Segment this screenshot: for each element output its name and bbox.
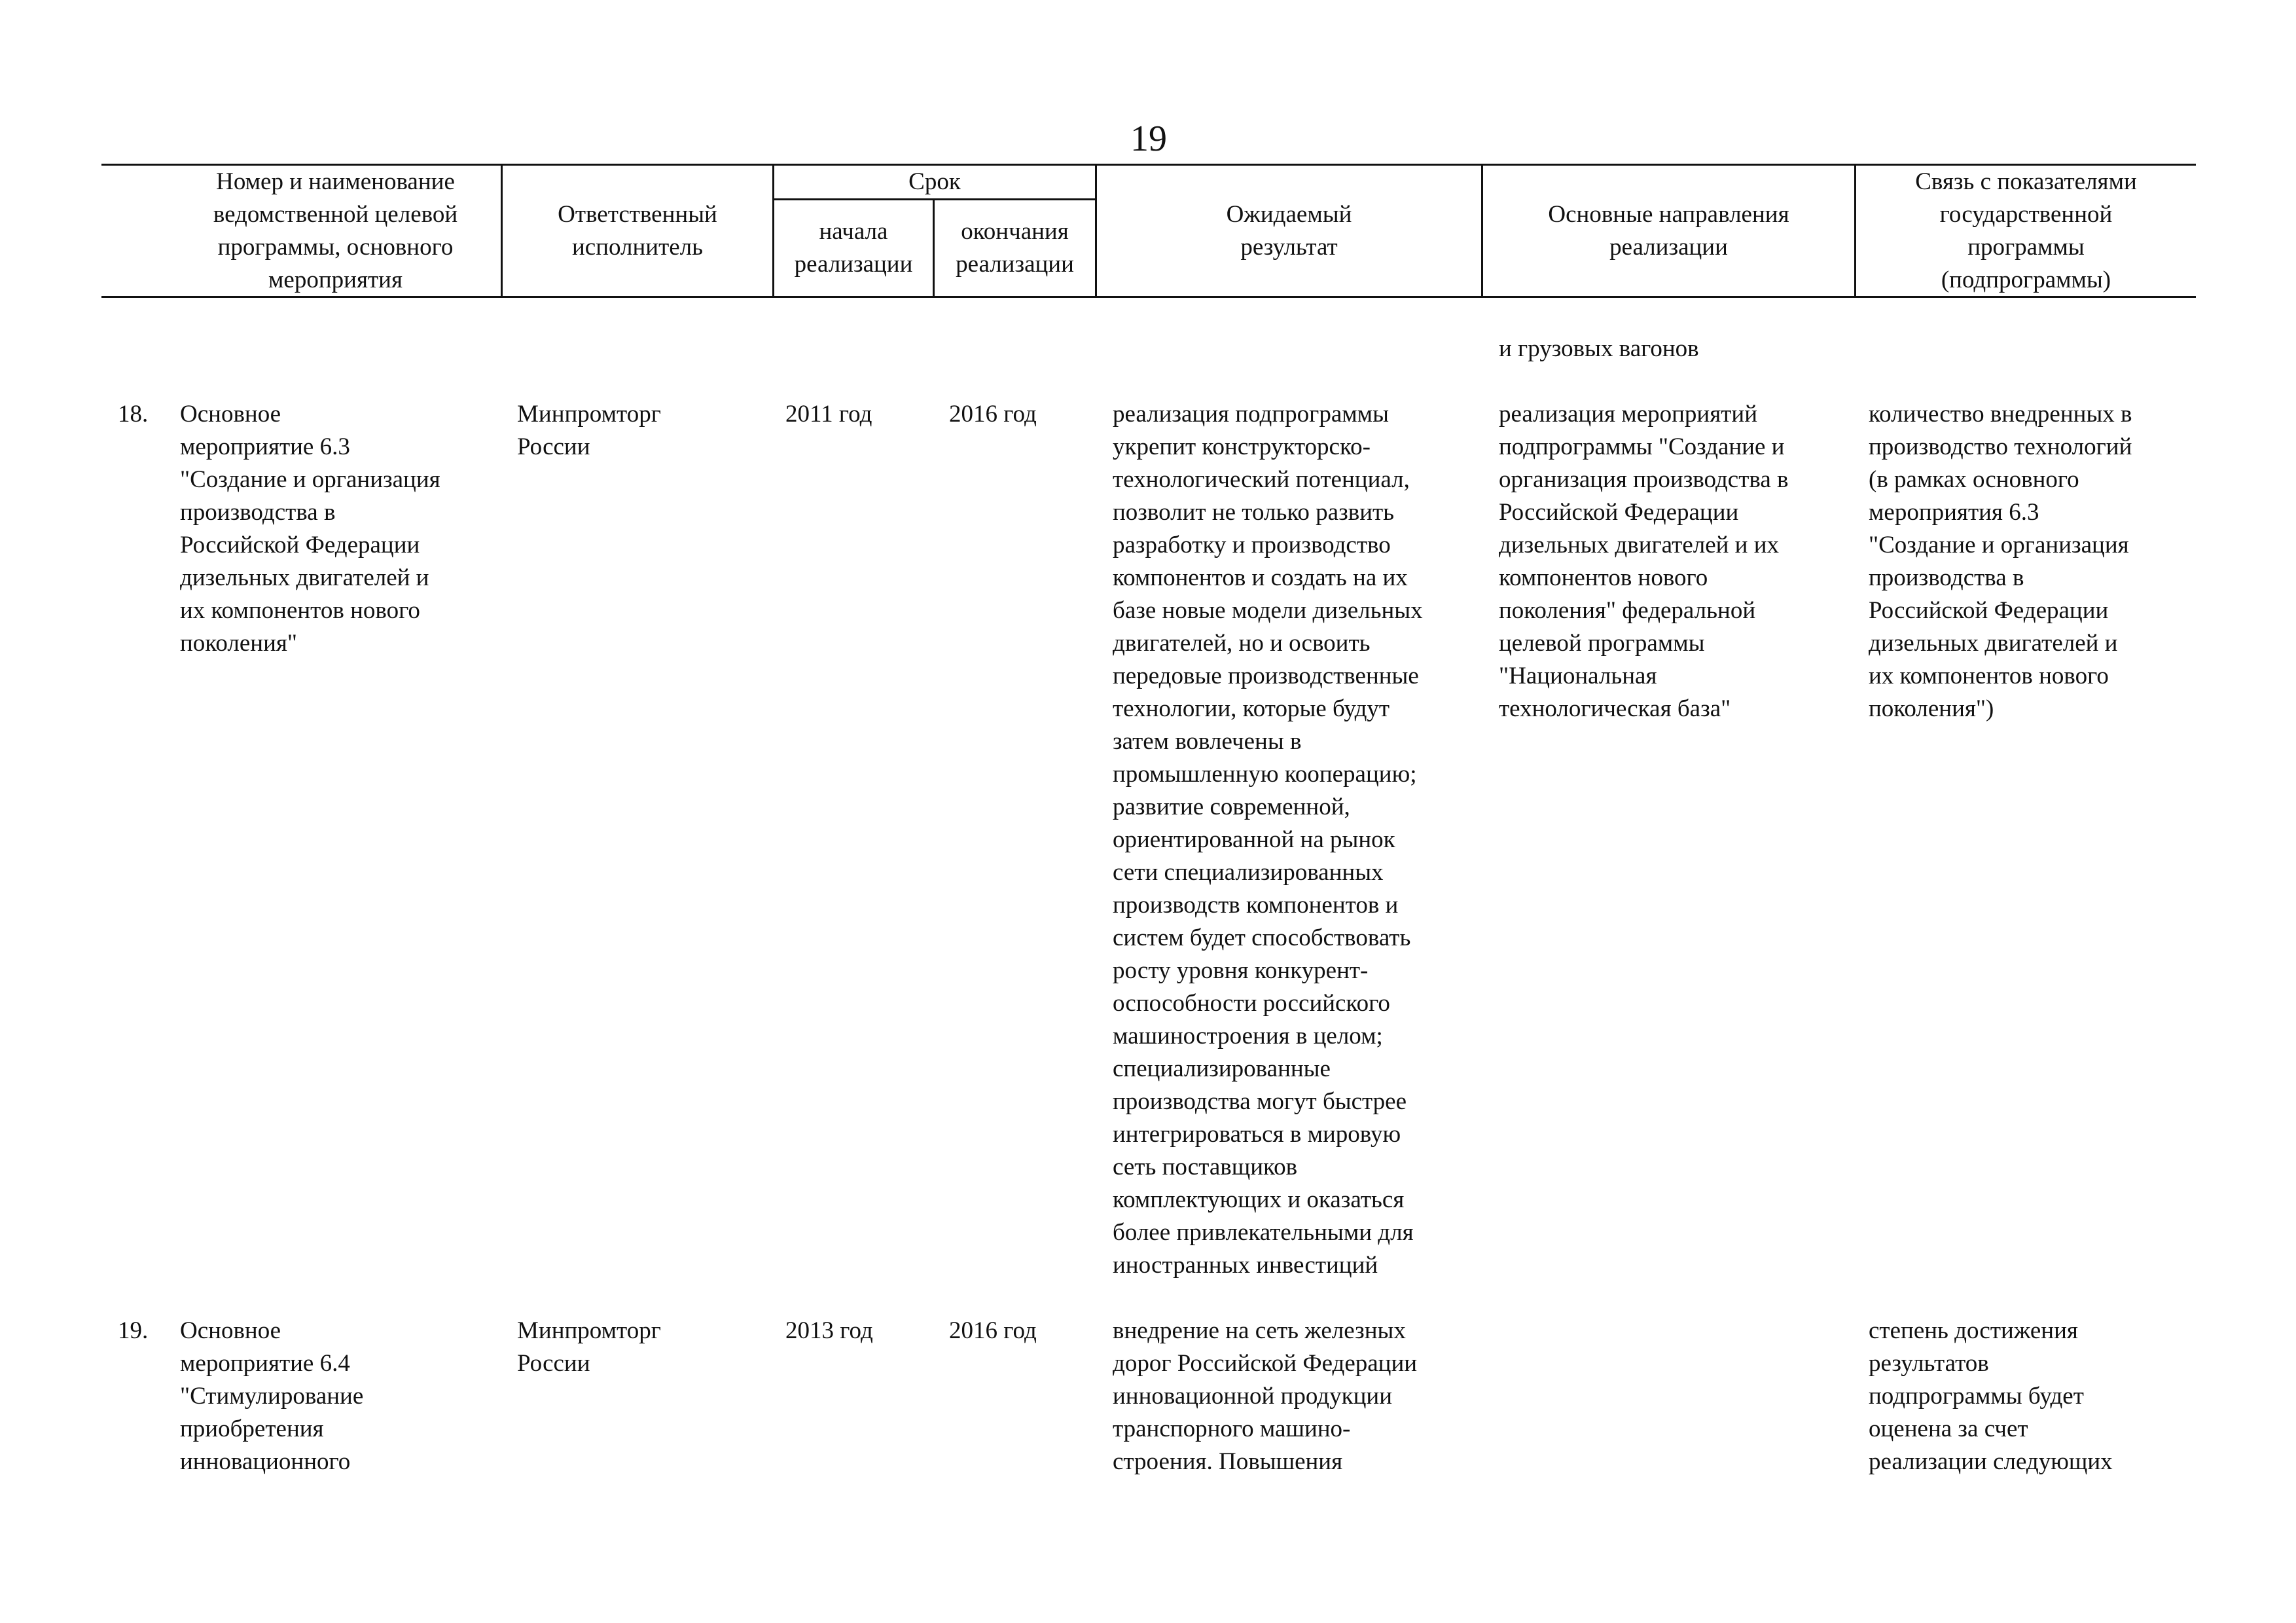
- header-col-result: Ожидаемый результат: [1226, 200, 1352, 261]
- header-col-directions: Основные направления реализации: [1548, 200, 1789, 261]
- row-18-end: 2016 год: [949, 401, 1037, 428]
- row-19-executor: Минпромторг России: [517, 1317, 661, 1377]
- row-19-start: 2013 год: [785, 1317, 873, 1344]
- page-number: 19: [1130, 119, 1167, 159]
- row-18-start: 2011 год: [785, 401, 872, 428]
- header-col-end: окончания реализации: [956, 218, 1074, 278]
- row-19-end: 2016 год: [949, 1317, 1037, 1344]
- row-18-number: 18.: [118, 401, 149, 428]
- row-18-directions: реализация мероприятий подпрограммы "Создание и организация производства в Российской Федерации дизельных двигателей и их компонентов нового поколения" федеральной целевой программы "Национальная технологическая база": [1499, 401, 1789, 722]
- row-18-name: Основное мероприятие 6.3 "Создание и организация производства в Российской Федерации дизельных двигателей и их компонентов нового поколения": [180, 401, 440, 657]
- row-19-result: внедрение на сеть железных дорог Российской Федерации инновационной продукции транспорного машино- строения. Повышения: [1113, 1317, 1418, 1475]
- row-18-executor: Минпромторг России: [517, 401, 661, 460]
- row-18-indicators: количество внедренных в производство технологий (в рамках основного мероприятия 6.3 "Создание и организация производства в Российской Федерации дизельных двигателей и их компонентов нового поколения"): [1869, 401, 2132, 722]
- header-col-indicators: Связь с показателями государственной программы (подпрограммы): [1915, 168, 2137, 293]
- row-19-indicators: степень достижения результатов подпрограммы будет оценена за счет реализации следующих: [1869, 1317, 2113, 1475]
- continuation-text: и грузовых вагонов: [1499, 335, 1699, 362]
- header-col-executor: Ответственный исполнитель: [558, 200, 717, 261]
- row-18-result: реализация подпрограммы укрепит конструкторско- технологический потенциал, позволит не только развить разработку и производство компонентов и создать на их базе новые модели дизельных двигателей, но и освоить передовые производственные технологии, которые будут затем вовлечены в промышленную кооперацию; развитие современной, ориентированной на рынок сети специализированных производств компонентов и систем будет способствовать росту уровня конкурент- оспособности российского машиностроения в целом; специализированные производства могут быстрее интегрироваться в мировую сеть поставщиков комплектующих и оказаться более привлекательными для иностранных инвестиций: [1113, 401, 1423, 1279]
- header-col-term: Срок: [908, 168, 961, 195]
- header-col-name: Номер и наименование ведомственной целевой программы, основного мероприятия: [213, 168, 458, 293]
- row-19-number: 19.: [118, 1317, 149, 1344]
- row-19-name: Основное мероприятие 6.4 "Стимулирование приобретения инновационного: [180, 1317, 364, 1475]
- header-col-start: начала реализации: [794, 218, 913, 278]
